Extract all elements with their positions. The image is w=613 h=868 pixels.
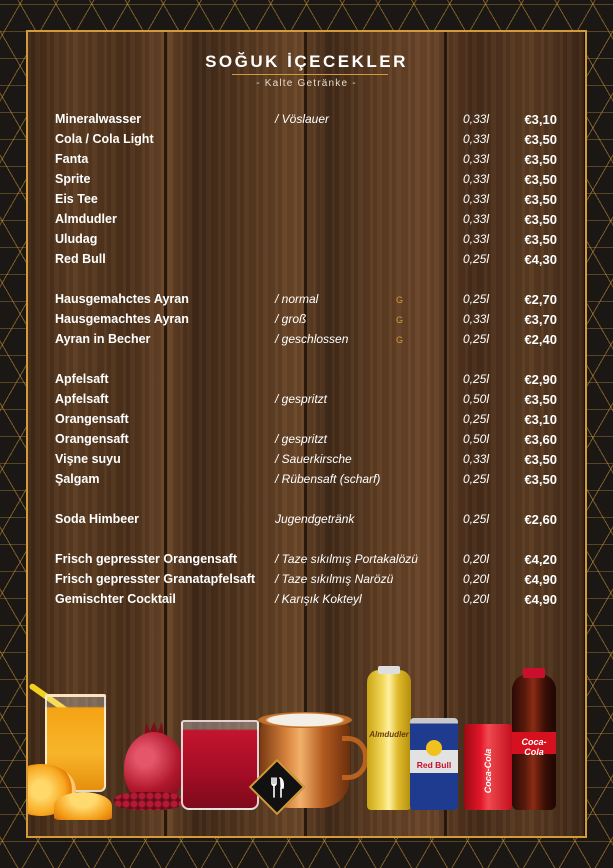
item-price: €2,40	[524, 332, 557, 347]
item-name: Apfelsaft	[55, 392, 109, 406]
menu-subtitle: - Kalte Getränke -	[256, 78, 357, 89]
item-price: €2,90	[524, 372, 557, 387]
menu-row	[28, 592, 585, 612]
title-divider	[232, 74, 388, 75]
item-size: 0,50l	[463, 432, 490, 446]
item-desc: / Vöslauer	[275, 112, 330, 126]
item-price: €3,50	[524, 152, 557, 167]
pomegranate-juice-glass	[181, 720, 259, 810]
item-name: Cola / Cola Light	[55, 132, 154, 146]
item-mark: G	[396, 335, 404, 345]
item-name: Eis Tee	[55, 192, 98, 206]
item-size: 0,33l	[463, 192, 490, 206]
fork-knife-svg	[261, 775, 293, 799]
red-bull-sun-graphic	[426, 740, 442, 756]
fork-knife-icon	[261, 775, 293, 799]
item-price: €3,50	[524, 392, 557, 407]
item-desc: / gespritzt	[275, 392, 328, 406]
item-name: Sprite	[55, 172, 91, 186]
menu-row	[28, 432, 585, 452]
item-price: €3,10	[524, 112, 557, 127]
menu-row	[28, 232, 585, 252]
item-size: 0,50l	[463, 392, 490, 406]
item-name: Uludag	[55, 232, 98, 246]
item-size: 0,25l	[463, 512, 490, 526]
item-name: Orangensaft	[55, 412, 129, 426]
coca-cola-bottle-cap	[523, 668, 545, 678]
item-price: €3,50	[524, 232, 557, 247]
item-name: Şalgam	[55, 472, 100, 486]
menu-row	[28, 252, 585, 272]
item-name: Red Bull	[55, 252, 106, 266]
item-size: 0,20l	[463, 572, 490, 586]
menu-row	[28, 212, 585, 232]
item-price: €3,60	[524, 432, 557, 447]
item-name: Frisch gepresster Orangensaft	[55, 552, 238, 566]
menu-row	[28, 192, 585, 212]
item-price: €4,30	[524, 252, 557, 267]
item-desc: / normal	[275, 292, 319, 306]
item-desc: / geschlossen	[275, 332, 349, 346]
item-size: 0,33l	[463, 152, 490, 166]
item-name: Frisch gepresster Granatapfelsaft	[55, 572, 256, 586]
item-size: 0,33l	[463, 172, 490, 186]
item-size: 0,25l	[463, 472, 490, 486]
item-name: Almdudler	[55, 212, 117, 226]
item-desc: Jugendgetränk	[275, 512, 355, 526]
item-mark: G	[396, 295, 404, 305]
menu-panel	[26, 30, 587, 838]
item-size: 0,20l	[463, 592, 490, 606]
menu-row	[28, 472, 585, 492]
item-price: €2,70	[524, 292, 557, 307]
item-desc: / gespritzt	[275, 432, 328, 446]
menu-row	[28, 172, 585, 192]
menu-row	[28, 572, 585, 592]
item-price: €4,90	[524, 592, 557, 607]
item-size: 0,25l	[463, 332, 490, 346]
item-size: 0,33l	[463, 232, 490, 246]
item-size: 0,33l	[463, 212, 490, 226]
item-name: Gemischter Cocktail	[55, 592, 176, 606]
item-size: 0,20l	[463, 552, 490, 566]
copper-cup-handle	[342, 736, 368, 780]
item-desc: / Taze sıkılmış Portakalözü	[275, 552, 418, 566]
item-price: €3,50	[524, 452, 557, 467]
menu-row	[28, 372, 585, 392]
menu-row	[28, 312, 585, 332]
item-desc: / Rübensaft (scharf)	[275, 472, 381, 486]
almdudler-label: Almdudler	[369, 730, 409, 739]
item-size: 0,25l	[463, 252, 490, 266]
item-size: 0,25l	[463, 412, 490, 426]
item-mark: G	[396, 315, 404, 325]
menu-row	[28, 412, 585, 432]
item-desc: / Karışık Kokteyl	[275, 592, 362, 606]
item-name: Mineralwasser	[55, 112, 142, 126]
item-size: 0,33l	[463, 132, 490, 146]
item-size: 0,33l	[463, 452, 490, 466]
item-name: Apfelsaft	[55, 372, 109, 386]
menu-row	[28, 332, 585, 352]
item-name: Fanta	[55, 152, 89, 166]
item-name: Hausgemachtes Ayran	[55, 312, 189, 326]
coca-cola-can-label: Coca-Cola	[483, 748, 493, 794]
menu-row	[28, 152, 585, 172]
menu-row	[28, 132, 585, 152]
menu-row	[28, 452, 585, 472]
item-price: €3,70	[524, 312, 557, 327]
menu-row	[28, 512, 585, 532]
item-price: €3,50	[524, 172, 557, 187]
item-price: €2,60	[524, 512, 557, 527]
item-name: Hausgemahctes Ayran	[55, 292, 189, 306]
item-name: Ayran in Becher	[55, 332, 151, 346]
orange-half-graphic	[54, 792, 112, 820]
item-size: 0,33l	[463, 312, 490, 326]
item-desc: / Sauerkirsche	[275, 452, 352, 466]
item-price: €3,10	[524, 412, 557, 427]
ayran-foam-graphic	[258, 712, 352, 728]
item-price: €3,50	[524, 192, 557, 207]
menu-row	[28, 112, 585, 132]
item-price: €3,50	[524, 472, 557, 487]
item-price: €4,90	[524, 572, 557, 587]
item-price: €4,20	[524, 552, 557, 567]
menu-title: SOĞUK İÇECEKLER	[205, 52, 408, 71]
item-name: Vişne suyu	[55, 452, 121, 466]
item-name: Orangensaft	[55, 432, 129, 446]
menu-row	[28, 292, 585, 312]
item-size: 0,33l	[463, 112, 490, 126]
pomegranate-seeds-graphic	[114, 792, 184, 810]
coca-cola-bottle-label: Coca-Cola	[521, 737, 547, 757]
almdudler-cap	[378, 666, 400, 674]
item-price: €3,50	[524, 212, 557, 227]
item-price: €3,50	[524, 132, 557, 147]
red-bull-label: Red Bull	[416, 760, 452, 770]
item-desc: / groß	[275, 312, 307, 326]
menu-row	[28, 552, 585, 572]
item-size: 0,25l	[463, 292, 490, 306]
item-desc: / Taze sıkılmış Narözü	[275, 572, 394, 586]
item-size: 0,25l	[463, 372, 490, 386]
menu-row	[28, 392, 585, 412]
item-name: Soda Himbeer	[55, 512, 140, 526]
